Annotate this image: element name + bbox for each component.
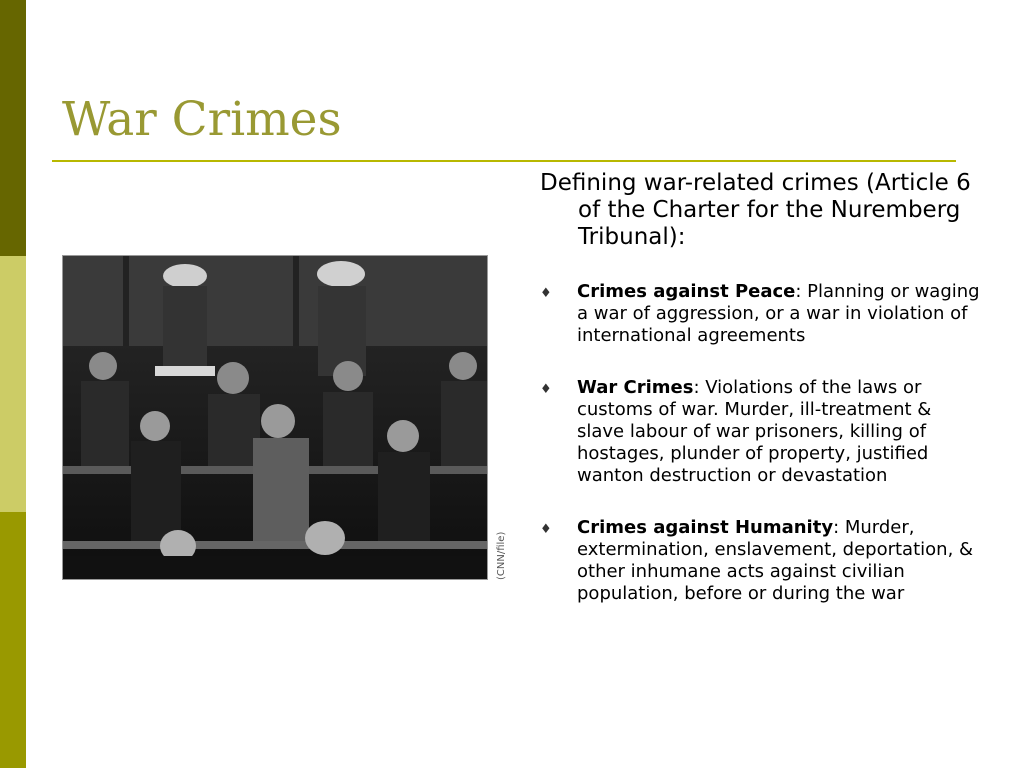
list-item — [540, 377, 980, 487]
item-separator: : — [693, 377, 700, 398]
side-bar-bottom — [0, 512, 26, 768]
list-item — [540, 281, 980, 347]
intro-paragraph: Defining war-related crimes (Article 6 of the Charter for the Nuremberg Tribunal): — [540, 170, 971, 250]
diamond-bullet-icon: ♦ — [540, 522, 552, 537]
item-separator: : — [795, 281, 802, 302]
item-text: Planning or waging a war of aggression, or a war in violation of international agreements — [577, 281, 980, 346]
nuremberg-trial-photo — [62, 255, 488, 580]
slide-content — [540, 170, 980, 635]
item-separator: : — [833, 517, 840, 538]
item-term: Crimes against Humanity — [577, 517, 834, 538]
side-bar-top — [0, 0, 26, 256]
side-bar-middle — [0, 256, 26, 512]
item-term: War Crimes — [577, 377, 694, 398]
photo-credit: (CNN/file) — [496, 531, 507, 580]
item-text: Murder, extermination, enslavement, deportation, & other inhumane acts against civilian population, before or during the war — [577, 517, 974, 604]
list-item — [540, 517, 980, 605]
title-underline — [52, 160, 956, 162]
item-term: Crimes against Peace — [577, 281, 796, 302]
diamond-bullet-icon: ♦ — [540, 286, 552, 301]
item-text: Violations of the laws or customs of war. Murder, ill-treatment & slave labour of war prisoners, killing of hostages, plunder of property, justified wanton destruction or devastation — [577, 377, 932, 486]
slide-title: War Crimes — [62, 92, 342, 147]
diamond-bullet-icon: ♦ — [540, 382, 552, 397]
